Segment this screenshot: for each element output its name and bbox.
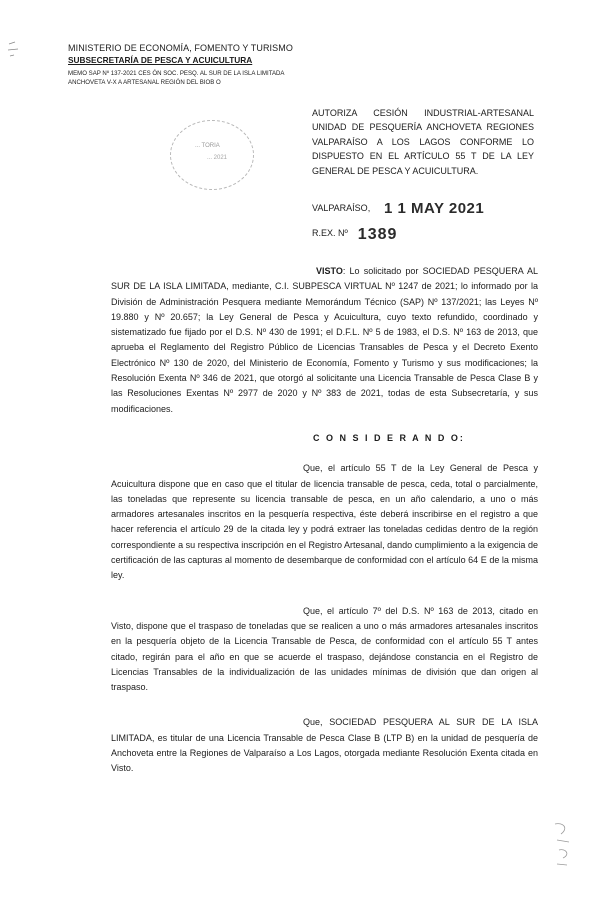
place: VALPARAÍSO, [312, 203, 371, 213]
official-stamp [170, 120, 254, 190]
ministry-name: MINISTERIO DE ECONOMÍA, FOMENTO Y TURISMO [68, 43, 293, 53]
considerando-heading: C O N S I D E R A N D O: [313, 432, 465, 443]
subsecretaria-name: SUBSECRETARÍA DE PESCA Y ACUICULTURA [68, 55, 253, 65]
considerando-paragraph-3: Que, SOCIEDAD PESQUERA AL SUR DE LA ISLA LIMITADA, es titular de una Licencia Transable de Pesca Clase B (LTP B) en la unidad de pesquería de Anchoveta entre la Regiones de Valparaíso a Los Lagos, otorgada mediante Resolución Exenta citada en Visto. [111, 717, 538, 774]
resolution-body [111, 264, 538, 777]
rex-label: R.EX. Nº [312, 228, 348, 238]
rex-number: 1389 [357, 226, 398, 243]
letterhead [68, 42, 328, 87]
margin-mark-icon [6, 40, 22, 70]
date-stamp: 1 1 MAY 2021 [384, 200, 485, 217]
considerando-paragraph-2: Que, el artículo 7º del D.S. Nº 163 de 2013, citado en Visto, dispone que el traspaso de toneladas que se realicen a uno o más armadores artesanales inscritos en la pesquería objeto de la Licencia Transable de Pesca, de conformidad con el artículo 55 T antes citado, regirán para el año en que se acuerde el traspaso, dejándose constancia en el Registro de Licencias Transables de la individualización de las unidades mínimas de división que dan origen al traspaso. [111, 605, 538, 693]
stamp-text-line-2: ... 2021 [207, 155, 228, 161]
resolution-title: AUTORIZA CESIÓN INDUSTRIAL-ARTESANAL UNIDAD DE PESQUERÍA ANCHOVETA REGIONES VALPARAÍSO A LOS LAGOS CONFORME LO DISPUESTO EN EL ARTÍCULO 55 T DE LA LEY GENERAL DE PESCA Y ACUICULTURA. [312, 108, 534, 176]
considerando-paragraph-1: Que, el artículo 55 T de la Ley General de Pesca y Acuicultura dispone que en caso que el titular de licencia transable de pesca, ceda, total o parcialmente, las toneladas que represente su licencia transable de pesca, en un año calendario, a uno o más armadores artesanales inscritos en la pesquería respectiva, éste deberá inscribirse en el registro a que hacer referencia el artículo 29 de la citada ley y podrá extraer las toneladas cedidas dentro de la región correspondiente a su respectiva inscripción en el Registro Artesanal, dando cumplimiento a la exigencia de certificación de las capturas al momento de desembarque de conformidad con el artículo 64 E de la misma ley. [111, 463, 538, 581]
margin-signature-icon [549, 820, 577, 870]
place-date [312, 200, 484, 217]
resolution-number [312, 226, 397, 244]
visto-paragraph [111, 264, 538, 417]
stamp-text-line-1: ... TORIA [195, 143, 220, 149]
visto-label: VISTO [316, 266, 343, 276]
memo-reference-line-1: MEMO SAP Nº 137-2021 CES ÓN SOC. PESQ. AL SUR DE LA ISLA LIMITADA [68, 70, 285, 77]
visto-text: : Lo solicitado por SOCIEDAD PESQUERA AL SUR DE LA ISLA LIMITADA, mediante, C.I. SUBPESCA VIRTUAL Nº 1247 de 2021; lo informado por la División de Administración Pesquera mediante Memorándum Técnico (SAP) Nº 137/2021; las Leyes Nº 19.880 y Nº 20.657; la Ley General de Pesca y Acuicultura, cuyo texto refundido, coordinado y sistematizado fue fijado por el D.S. Nº 430 de 1991; el D.F.L. Nº 5 de 1983, el D.S. Nº 163 de 2013, que aprueba el Reglamento del Registro Público de Licencias Transables de Pesca y el Decreto Exento Electrónico Nº 130 de 2020, del Ministerio de Economía, Fomento y Turismo y sus modificaciones; la Resolución Exenta Nº 346 de 2021, que otorgó al solicitante una Licencia Transable de Pesca Clase B y las Resoluciones Exentas Nº 2977 de 2020 y Nº 383 de 2021, todas de esta Subsecretaría, y sus modificaciones. [111, 266, 538, 414]
memo-reference-line-2: ANCHOVETA V-X A ARTESANAL REGIÓN DEL BIOB O [68, 79, 221, 86]
